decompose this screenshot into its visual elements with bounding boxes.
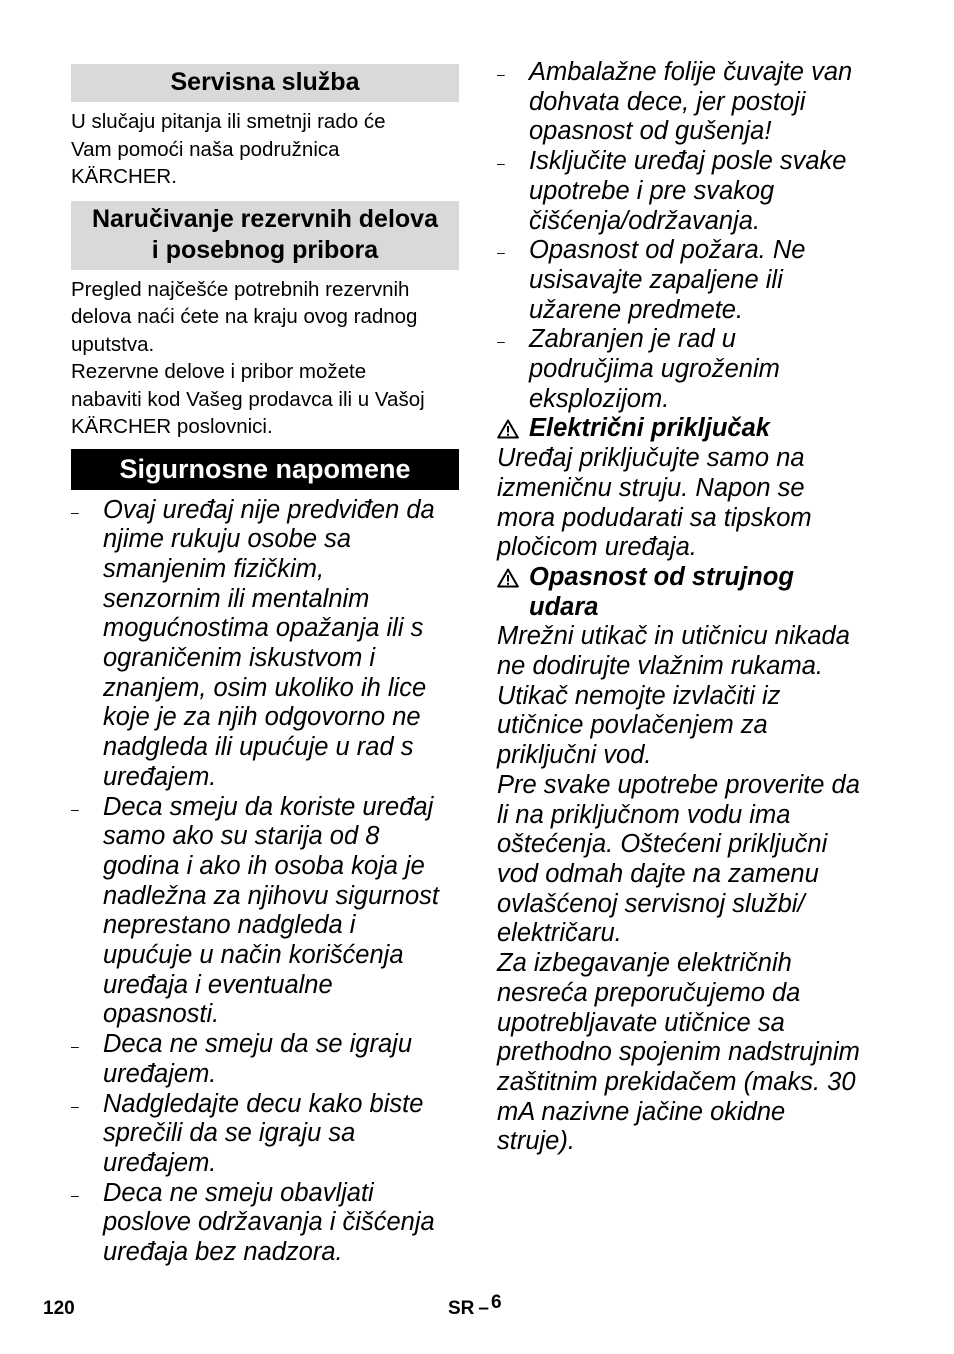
electric-heading: Električni priključak [497,414,892,444]
section-marker [448,1292,502,1320]
dash-bullet-icon: – [497,333,505,350]
list-item: – Ambalažne folije čuvajte van dohvata dece, jer postoji opasnost od gušenja! [497,58,853,146]
list-item: – Zabranjen je rad u područjima ugroženim eksplozijom. [497,325,780,413]
safety-list-continued [497,58,892,414]
list-item: – Deca ne smeju obavljati poslove održavanja i čišćenja uređaja bez nadzora. [71,1178,435,1267]
shock-text-2: Utikač nemojte izvlačiti iz utičnice povlačenjem za priključni vod. [497,681,781,770]
shock-heading: Opasnost od strujnog udara [497,563,892,622]
ordering-heading: Naručivanje rezervnih delova i posebnog pribora [71,201,459,270]
service-text: U slučaju pitanja ili smetnji rado će Vam pomoći naša podružnica KÄRCHER. [71,110,386,188]
list-item: – Ovaj uređaj nije predviđen da njime rukuju osobe sa smanjenim fizičkim, senzornim ili mentalnim mogućnostima opažanja ili s ograničenim iskustvom i znanjem, osim ukoliko ih lice koje je za njih odgovorno ne nadgleda ili upućuje u rad s uređajem. [71,495,435,791]
shock-text-4: Za izbegavanje električnih nesreća preporučujemo da upotrebljavate utičnice sa prethodno spojenim nadstrujnim zaštitnim prekidačem (maks. 30 mA nazivne jačine okidne struje). [497,949,860,1156]
dash-bullet-icon: – [71,1097,79,1114]
warning-triangle-icon [497,563,529,593]
dash-bullet-icon: – [497,66,505,82]
ordering-text-2: Rezervne delove i pribor možete nabaviti kod Vašeg prodavca ili u Vašoj KÄRCHER poslovnici. [71,360,425,438]
list-item: – Deca smeju da koriste uređaj samo ako su starija od 8 godina i ako ih osoba koja je nadležna za njihovu sigurnost neprestano nadgleda i upućuje u način korišćenja uređaja i eventualne opasnosti. [71,792,439,1029]
separator: – [478,1298,489,1319]
language-code: SR [448,1298,475,1319]
ordering-text-1: Pregled najčešće potrebnih rezervnih delova naći ćete na kraju ovog radnog uputstva. [71,277,418,356]
page-number: 120 [43,1298,75,1319]
safety-list [71,496,459,1268]
list-item: – Deca ne smeju da se igraju uređajem. [71,1030,413,1088]
electric-text: Uređaj priključujte samo na izmeničnu struju. Napon se mora podudarati sa tipskom pločicom uređaja. [497,444,812,562]
right-column [497,58,892,1157]
shock-text-1: Mrežni utikač in utičnicu nikada ne dodirujte vlažnim rukama. [497,622,850,681]
dash-bullet-icon: – [71,503,79,520]
safety-heading: Sigurnosne napomene [71,449,459,490]
dash-bullet-icon: – [497,244,505,261]
service-heading: Servisna služba [71,64,459,102]
list-item: – Isključite uređaj posle svake upotrebe i pre svakog čišćenja/održavanja. [497,147,847,235]
list-item: – Opasnost od požara. Ne usisavajte zapaljene ili užarene predmete. [497,236,806,324]
section-page-number: 6 [490,1292,502,1313]
warning-triangle-icon [497,414,529,444]
dash-bullet-icon: – [71,1038,79,1055]
list-item: – Nadgledajte decu kako biste sprečili da se igraju sa uređajem. [71,1089,424,1177]
left-column [71,64,459,1268]
dash-bullet-icon: – [71,800,79,817]
dash-bullet-icon: – [71,1186,79,1203]
shock-text-3: Pre svake upotrebe proverite da li na priključnom vodu ima oštećenja. Oštećeni priključni vod odmah dajte na zamenu ovlašćenoj servisnoj službi/ električaru. [497,770,860,948]
dash-bullet-icon: – [497,155,505,172]
